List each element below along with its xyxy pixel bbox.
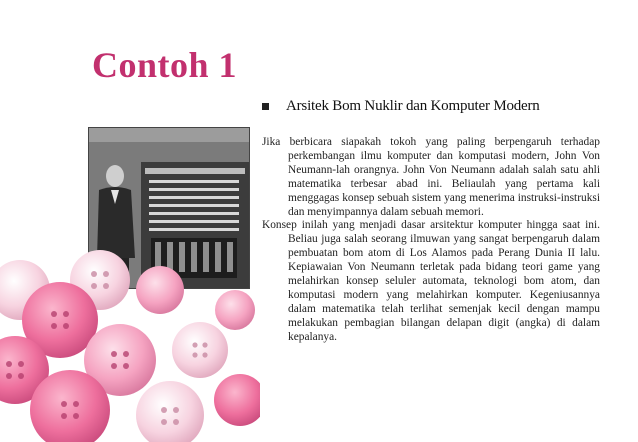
buttons-illustration xyxy=(0,250,260,442)
bullet-heading-row xyxy=(262,98,540,115)
bullet-marker-icon xyxy=(262,103,269,110)
slide-title: Contoh 1 xyxy=(92,45,238,85)
bullet-heading: Arsitek Bom Nuklir dan Komputer Modern xyxy=(286,98,540,114)
paragraph-2: Konsep inilah yang menjadi dasar arsitektur komputer hingga saat ini. Beliau juga salah seorang ilmuwan yang sangat berpengaruh dalam pembuatan bom atom di Los Alamos pada Perang Dunia II lalu. Kepiawaian Von Neumann terletak pada bidang teori game yang melahirkan konsep seluler automata, teknologi bom atom, dan komputasi modern yang melahirkan komputer. Kegeniusannya dalam matematika telah terlihat semenjak kecil dengan mampu melakukan pembagian bilangan delapan digit (angka) di dalam kepalanya. xyxy=(262,219,600,343)
pink-buttons-decoration xyxy=(0,250,260,442)
body-text xyxy=(262,136,600,345)
paragraph-1: Jika berbicara siapakah tokoh yang paling berpengaruh terhadap perkembangan ilmu komputer dan komputasi modern, John Von Neumann-lah orangnya. John Von Neumann adalah salah satu ahli matematika terbesar abad ini. Beliaulah yang pertama kali menggagas konsep sebuah sistem yang menerima instruksi-instruksi dan menyimpannya dalam sebuah memori. xyxy=(262,136,600,218)
